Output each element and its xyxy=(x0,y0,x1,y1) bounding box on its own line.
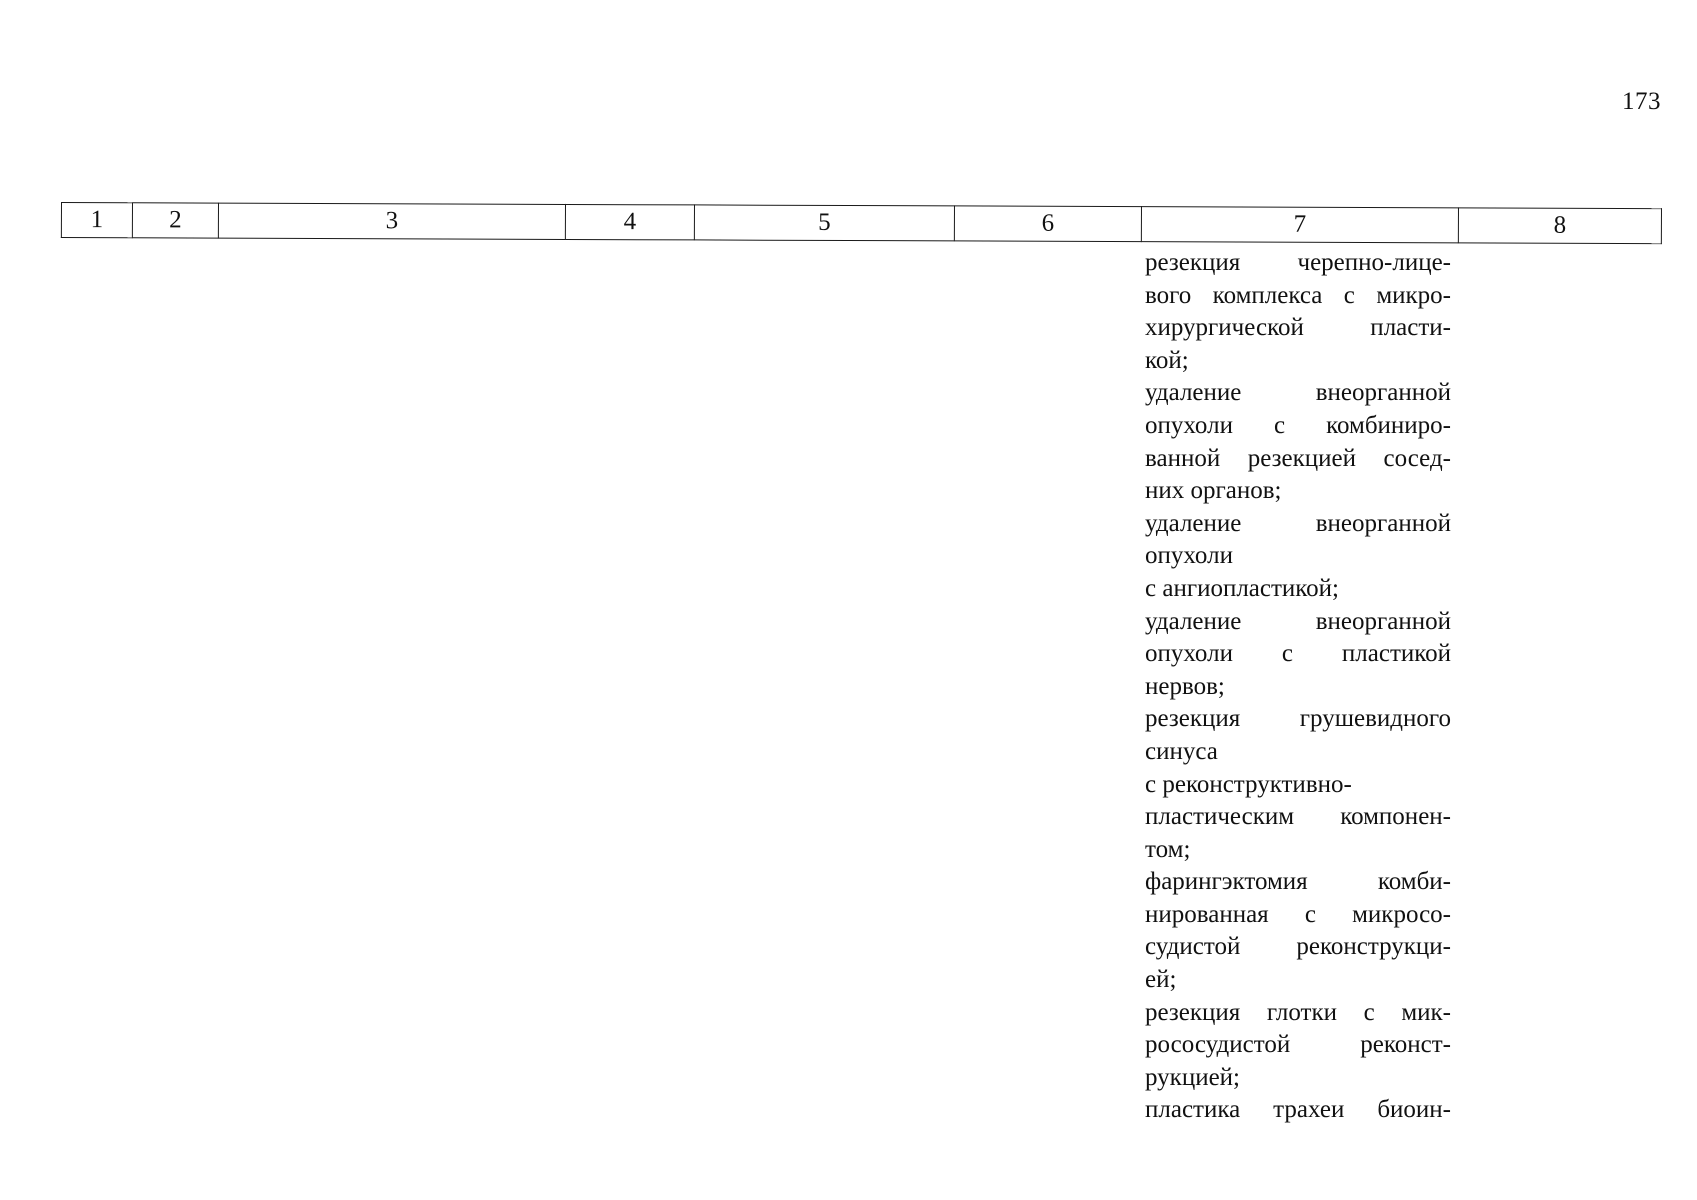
column-number-3: 3 xyxy=(218,203,565,239)
text-line: хирургической пласти- xyxy=(1145,314,1451,342)
text-line: синуса xyxy=(1145,737,1218,765)
text-line: удаление внеорганной xyxy=(1145,509,1451,537)
text-line: рукцией; xyxy=(1145,1063,1240,1091)
text-line: кой; xyxy=(1145,346,1189,374)
text-line: с ангиопластикой; xyxy=(1145,574,1340,602)
text-line: резекция грушевидного xyxy=(1145,705,1451,733)
column-number-2: 2 xyxy=(132,203,218,238)
text-line: том; xyxy=(1145,835,1191,863)
text-line: пластика трахеи биоин- xyxy=(1145,1096,1451,1124)
text-line: них органов; xyxy=(1145,477,1282,505)
column-number-4: 4 xyxy=(565,204,694,239)
text-line: судистой реконструкци- xyxy=(1145,933,1451,961)
text-line: с реконструктивно- xyxy=(1145,770,1352,798)
column-7-cell-text xyxy=(1145,247,1451,1127)
column-number-5: 5 xyxy=(694,205,954,241)
text-line: резекция черепно-лице- xyxy=(1145,249,1451,276)
text-line: опухоли xyxy=(1145,542,1233,570)
text-line: рососудистой реконст- xyxy=(1145,1031,1451,1059)
text-line: вого комплекса с микро- xyxy=(1145,281,1451,309)
column-number-8: 8 xyxy=(1458,208,1661,244)
page-number: 173 xyxy=(1622,88,1661,115)
column-number-1: 1 xyxy=(61,203,132,238)
text-line: фарингэктомия комби- xyxy=(1145,868,1451,896)
text-line: ей; xyxy=(1145,966,1177,994)
text-line: нервов; xyxy=(1145,672,1225,700)
column-numbers-row xyxy=(61,203,1661,244)
table-header xyxy=(61,202,1662,244)
text-line: опухоли с пластикой xyxy=(1145,640,1451,668)
text-line: резекция глотки с мик- xyxy=(1145,998,1451,1026)
text-line: опухоли с комбиниро- xyxy=(1145,411,1451,439)
text-line: удаление внеорганной xyxy=(1145,379,1451,407)
text-line: нированная с микросо- xyxy=(1145,900,1451,928)
text-line: ванной резекцией сосед- xyxy=(1145,444,1451,472)
text-line: удаление внеорганной xyxy=(1145,607,1451,635)
text-line: пластическим компонен- xyxy=(1145,803,1451,831)
column-number-7: 7 xyxy=(1141,207,1458,243)
column-number-6: 6 xyxy=(954,206,1141,242)
